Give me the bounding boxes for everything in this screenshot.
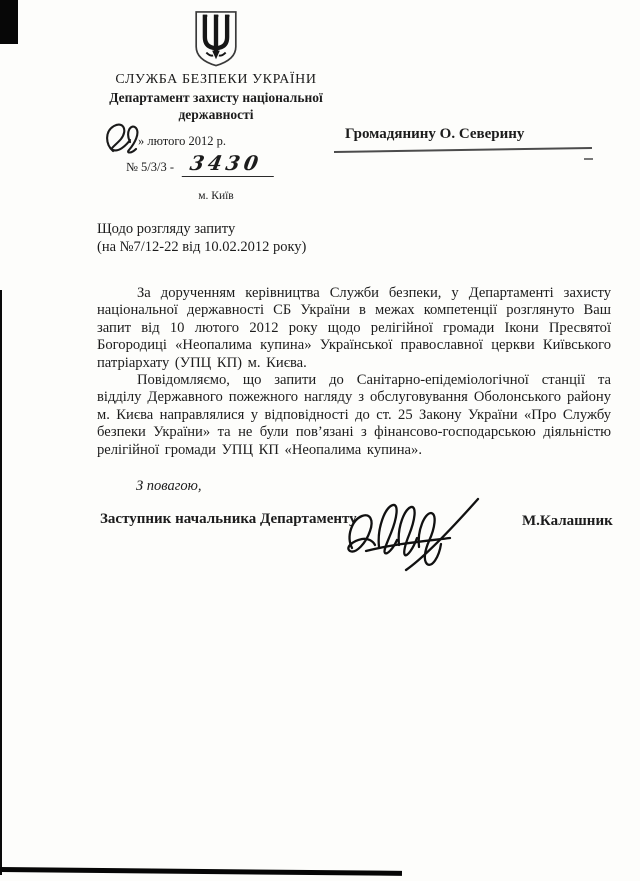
ref-row — [88, 151, 344, 181]
letter-body — [97, 285, 611, 459]
ref-prefix: № 5/3/3 - — [126, 160, 175, 174]
letterhead — [88, 10, 344, 202]
department-name-line2: державності — [178, 107, 254, 122]
scan-corner-artifact — [0, 0, 18, 44]
handwritten-day-scribble — [104, 122, 140, 156]
signer-name: М.Калашник — [522, 513, 613, 529]
recipient-underline-mark — [584, 158, 593, 160]
date-text: » лютого 2012 р. — [138, 134, 227, 148]
scan-bottom-edge-artifact — [0, 867, 402, 876]
ref-number-handwritten: 3430 — [182, 151, 278, 177]
ukraine-trident-emblem-icon — [191, 10, 241, 68]
salutation: З повагою, — [136, 478, 202, 494]
signature-icon — [338, 494, 486, 576]
subject-block — [97, 221, 306, 256]
recipient-name: Громадянину О. Северину — [345, 126, 525, 142]
recipient-underline — [334, 147, 592, 153]
body-paragraph-2: Повідомляємо, що запити до Санітарно-епідеміологічної станції та відділу Державного пожежного нагляду з обслуговування Оболонського району м. Києва направлялися у відповідності до ст. 25 Закону України «Про Службу безпеки України» та не були пов’язані з фінансово-господарською діяльністю релігійної громади УПЦ КП «Неопалима купина». — [97, 372, 611, 458]
city-label: м. Київ — [198, 190, 234, 202]
subject-line-2: (на №7/12-22 від 10.02.2012 року) — [97, 238, 307, 255]
subject-line-1: Щодо розгляду запиту — [97, 221, 236, 237]
org-name: СЛУЖБА БЕЗПЕКИ УКРАЇНИ — [115, 72, 317, 87]
signer-title: Заступник начальника Департаменту — [100, 511, 357, 527]
body-paragraph-1: За дорученням керівництва Служби безпеки, у Департаменті захисту національної державності СБ України в межах компетенції розглянуто Ваш запит від 10 лютого 2012 року щодо релігійної громади Ікони Пресвятої Богородиці «Неопалима купина» Української православної церкви Київського патріархату (УПЦ КП) м. Києва. — [97, 285, 611, 371]
scan-left-edge-artifact — [0, 290, 2, 875]
department-name-line1: Департамент захисту національної — [109, 90, 323, 105]
